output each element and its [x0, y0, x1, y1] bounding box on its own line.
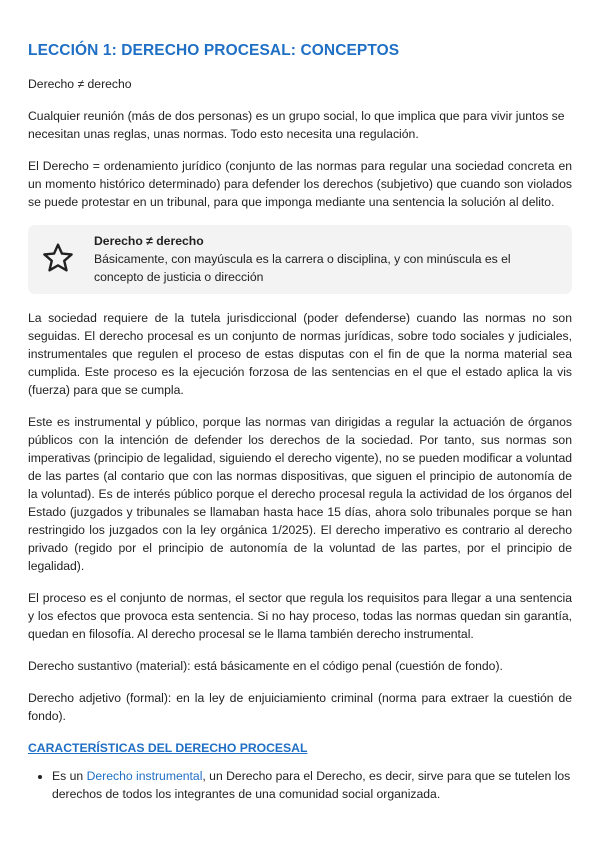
section-heading-caracteristicas[interactable]: CARACTERÍSTICAS DEL DERECHO PROCESAL — [28, 741, 308, 755]
star-icon — [38, 232, 78, 275]
callout-title: Derecho ≠ derecho — [94, 234, 204, 248]
paragraph-grupo-social: Cualquier reunión (más de dos personas) es un grupo social, lo que implica que para vivir juntos se necesitan unas reglas, unas normas. Todo esto necesita una regulación. — [28, 109, 565, 141]
paragraph-proceso: El proceso es el conjunto de normas, el sector que regula los requisitos para llegar a una sentencia y los efectos que provoca esta sentencia. Si no hay proceso, todas las normas quedan sin garantía, quedan en filosofía. Al derecho procesal se le llama también derecho instrumental. — [28, 591, 572, 641]
characteristics-list — [28, 767, 572, 803]
callout-body — [78, 232, 560, 286]
list-item-suffix: , un Derecho para el Derecho, es decir, sirve para que se tutelen los derechos de todos los integrantes de una comunidad social organizada. — [52, 769, 571, 801]
callout-text: Básicamente, con mayúscula es la carrera o disciplina, y con minúscula es el concepto de justicia o dirección — [94, 252, 511, 284]
callout-box — [28, 225, 572, 294]
list-item-prefix: Es un — [52, 769, 87, 783]
paragraph-derecho-sustantivo: Derecho sustantivo (material): está básicamente en el código penal (cuestión de fondo). — [28, 659, 503, 673]
paragraph-instrumental-publico: Este es instrumental y público, porque las normas van dirigidas a regular la actuación de órganos públicos con la intención de defender los derechos de la sociedad. Por tanto, sus normas son imperativas (principio de legalidad, siguiendo el derecho vigente), no se pueden modificar a voluntad de las partes (al contario que con las normas dispositivas, que siguen el principio de autonomía de la voluntad). Es de interés público porque el derecho procesal regula la actividad de los órganos del Estado (juzgados y tribunales se llamaban hasta hace 15 días, ahora solo tribunales porque se han restringido los juzgados con la ley orgánica 1/2025). El derecho imperativo es contrario al derecho privado (regido por el principio de autonomía de la voluntad de las partes, por el principio de legalidad). — [28, 415, 572, 573]
list-item — [52, 767, 572, 803]
paragraph-derecho-definicion: El Derecho = ordenamiento jurídico (conjunto de las normas para regular una sociedad concreta en un momento histórico determinado) para defender los derechos (subjetivo) que cuando son violados se puede protestar en un tribunal, para que imponga mediante una sentencia la solución al delito. — [28, 159, 572, 209]
derecho-instrumental-link[interactable]: Derecho instrumental — [86, 769, 203, 783]
page-title: LECCIÓN 1: DERECHO PROCESAL: CONCEPTOS — [28, 42, 400, 59]
paragraph-tutela-jurisdiccional: La sociedad requiere de la tutela jurisdiccional (poder defenderse) cuando las normas no son seguidas. El derecho procesal es un conjunto de normas jurídicas, sobre todo sociales y judiciales, instrumentales que regulen el proceso de estas disputas con el fin de que la norma material sea cumplida. Este proceso es la ejecución forzosa de las sentencias en el que el estado aplica la vis (fuerza) para que se cumpla. — [28, 311, 572, 397]
paragraph-derecho-intro: Derecho ≠ derecho — [28, 77, 132, 91]
paragraph-derecho-adjetivo: Derecho adjetivo (formal): en la ley de enjuiciamiento criminal (norma para extraer la cuestión de fondo). — [28, 691, 572, 723]
